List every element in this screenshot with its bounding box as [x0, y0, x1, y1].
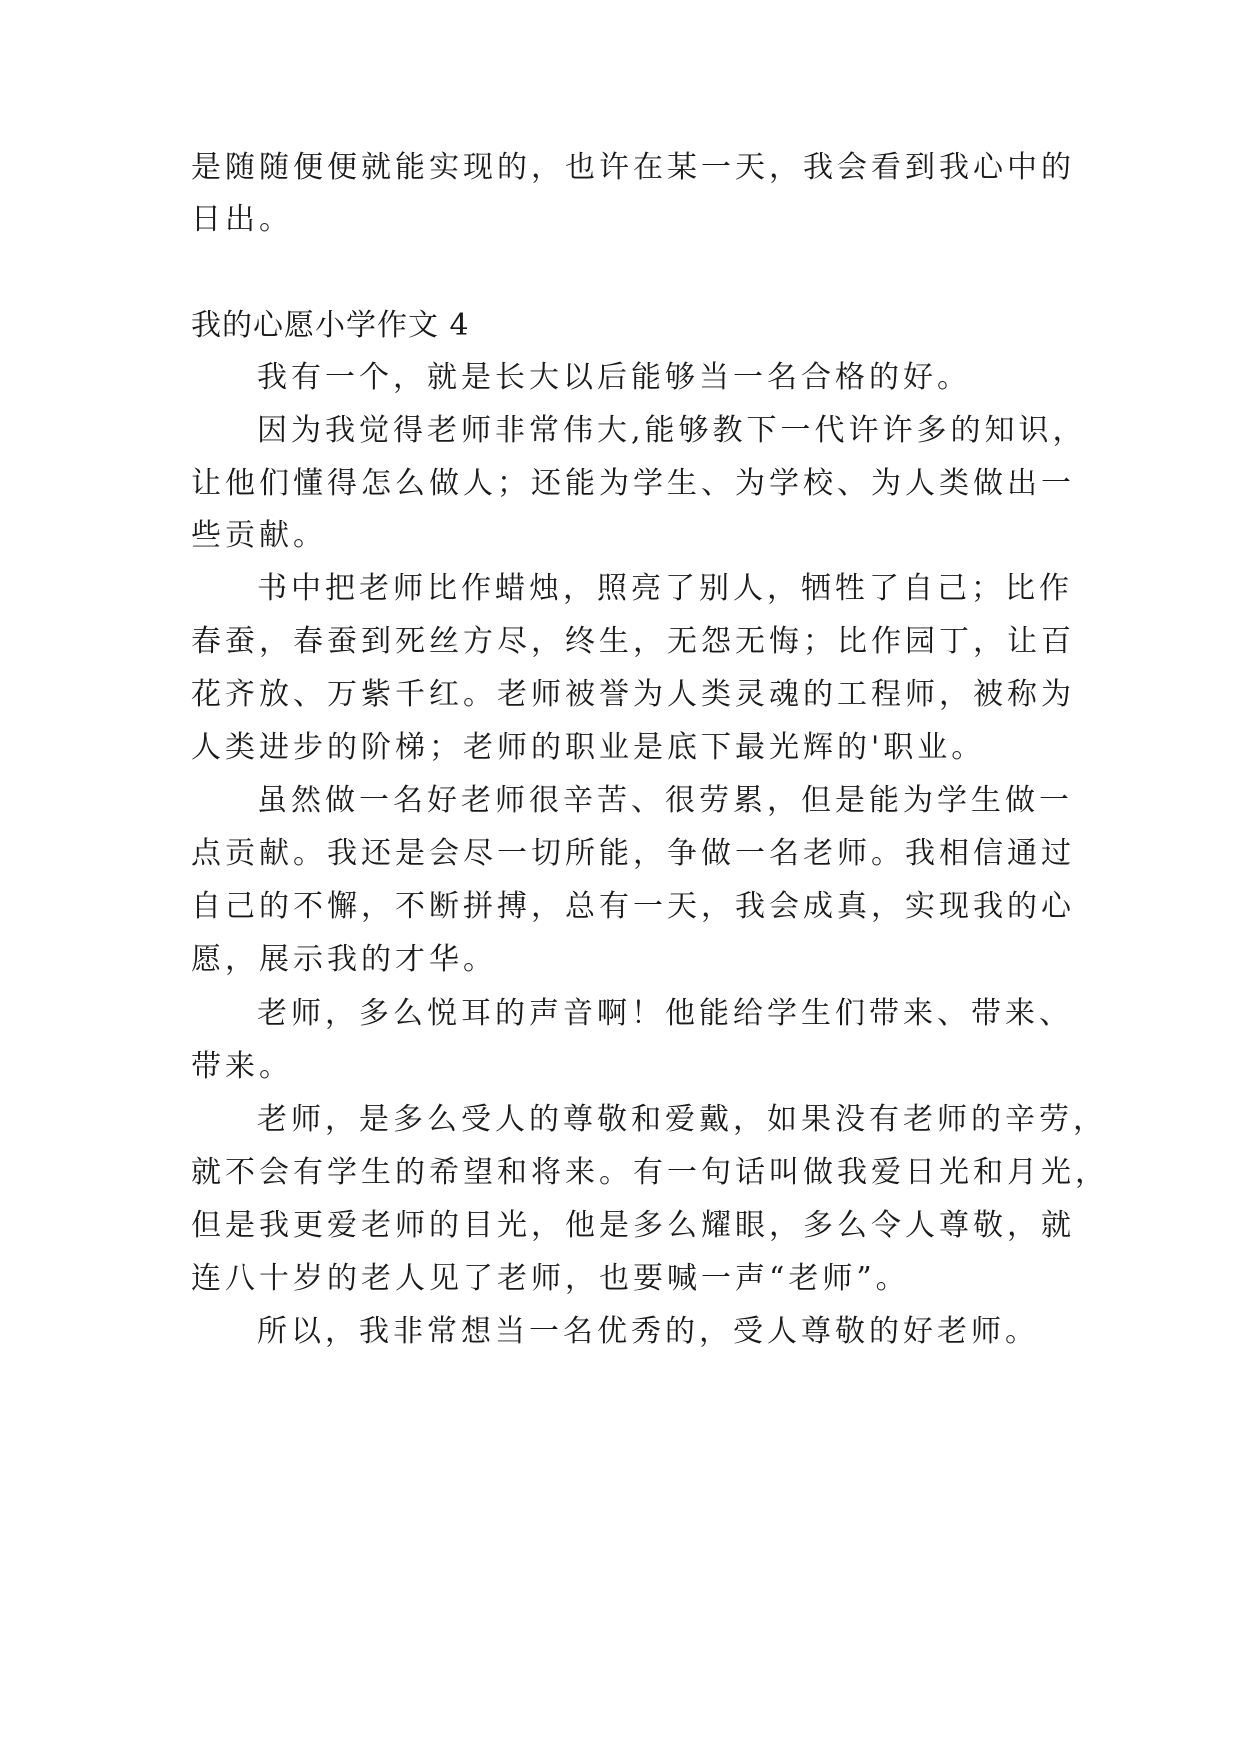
paragraph-line: 让他们懂得怎么做人；还能为学生、为学校、为人类做出一	[191, 466, 1075, 501]
paragraph-line: 带来。	[191, 1049, 293, 1084]
paragraph-line: 点贡献。我还是会尽一切所能，争做一名老师。我相信通过	[191, 836, 1075, 871]
paragraph-line: 愿，展示我的才华。	[191, 942, 497, 977]
paragraph-line: 连八十岁的老人见了老师，也要喊一声“老师”。	[191, 1261, 910, 1296]
paragraph-line: 老师，多么悦耳的声音啊！他能给学生们带来、带来、	[257, 996, 1073, 1031]
paragraph-line: 就不会有学生的希望和将来。有一句话叫做我爱日光和月光，	[191, 1155, 1109, 1190]
paragraph-line: 自己的不懈，不断拼搏，总有一天，我会成真，实现我的心	[191, 889, 1075, 924]
paragraph-line: 虽然做一名好老师很辛苦、很劳累，但是能为学生做一	[257, 783, 1073, 818]
text-line: 日出。	[191, 202, 293, 237]
paragraph-line: 老师，是多么受人的尊敬和爱戴，如果没有老师的辛劳，	[257, 1102, 1107, 1137]
paragraph-line: 因为我觉得老师非常伟大,能够教下一代许许多的知识，	[257, 413, 1087, 448]
paragraph-line: 但是我更爱老师的目光，他是多么耀眼，多么令人尊敬，就	[191, 1208, 1075, 1243]
section-heading: 我的心愿小学作文 4	[191, 308, 470, 343]
paragraph-line: 所以，我非常想当一名优秀的，受人尊敬的好老师。	[257, 1314, 1039, 1349]
paragraph-line: 春蚕，春蚕到死丝方尽，终生，无怨无悔；比作园丁，让百	[191, 624, 1075, 659]
paragraph-line: 花齐放、万紫千红。老师被誉为人类灵魂的工程师，被称为	[191, 677, 1075, 712]
text-line: 是随随便便就能实现的，也许在某一天，我会看到我心中的	[191, 150, 1075, 185]
paragraph-line: 人类进步的阶梯；老师的职业是底下最光辉的'职业。	[191, 730, 986, 765]
paragraph-line: 些贡献。	[191, 518, 327, 553]
paragraph-line: 书中把老师比作蜡烛，照亮了别人，牺牲了自己；比作	[257, 571, 1073, 606]
paragraph-line: 我有一个，就是长大以后能够当一名合格的好。	[257, 360, 971, 395]
